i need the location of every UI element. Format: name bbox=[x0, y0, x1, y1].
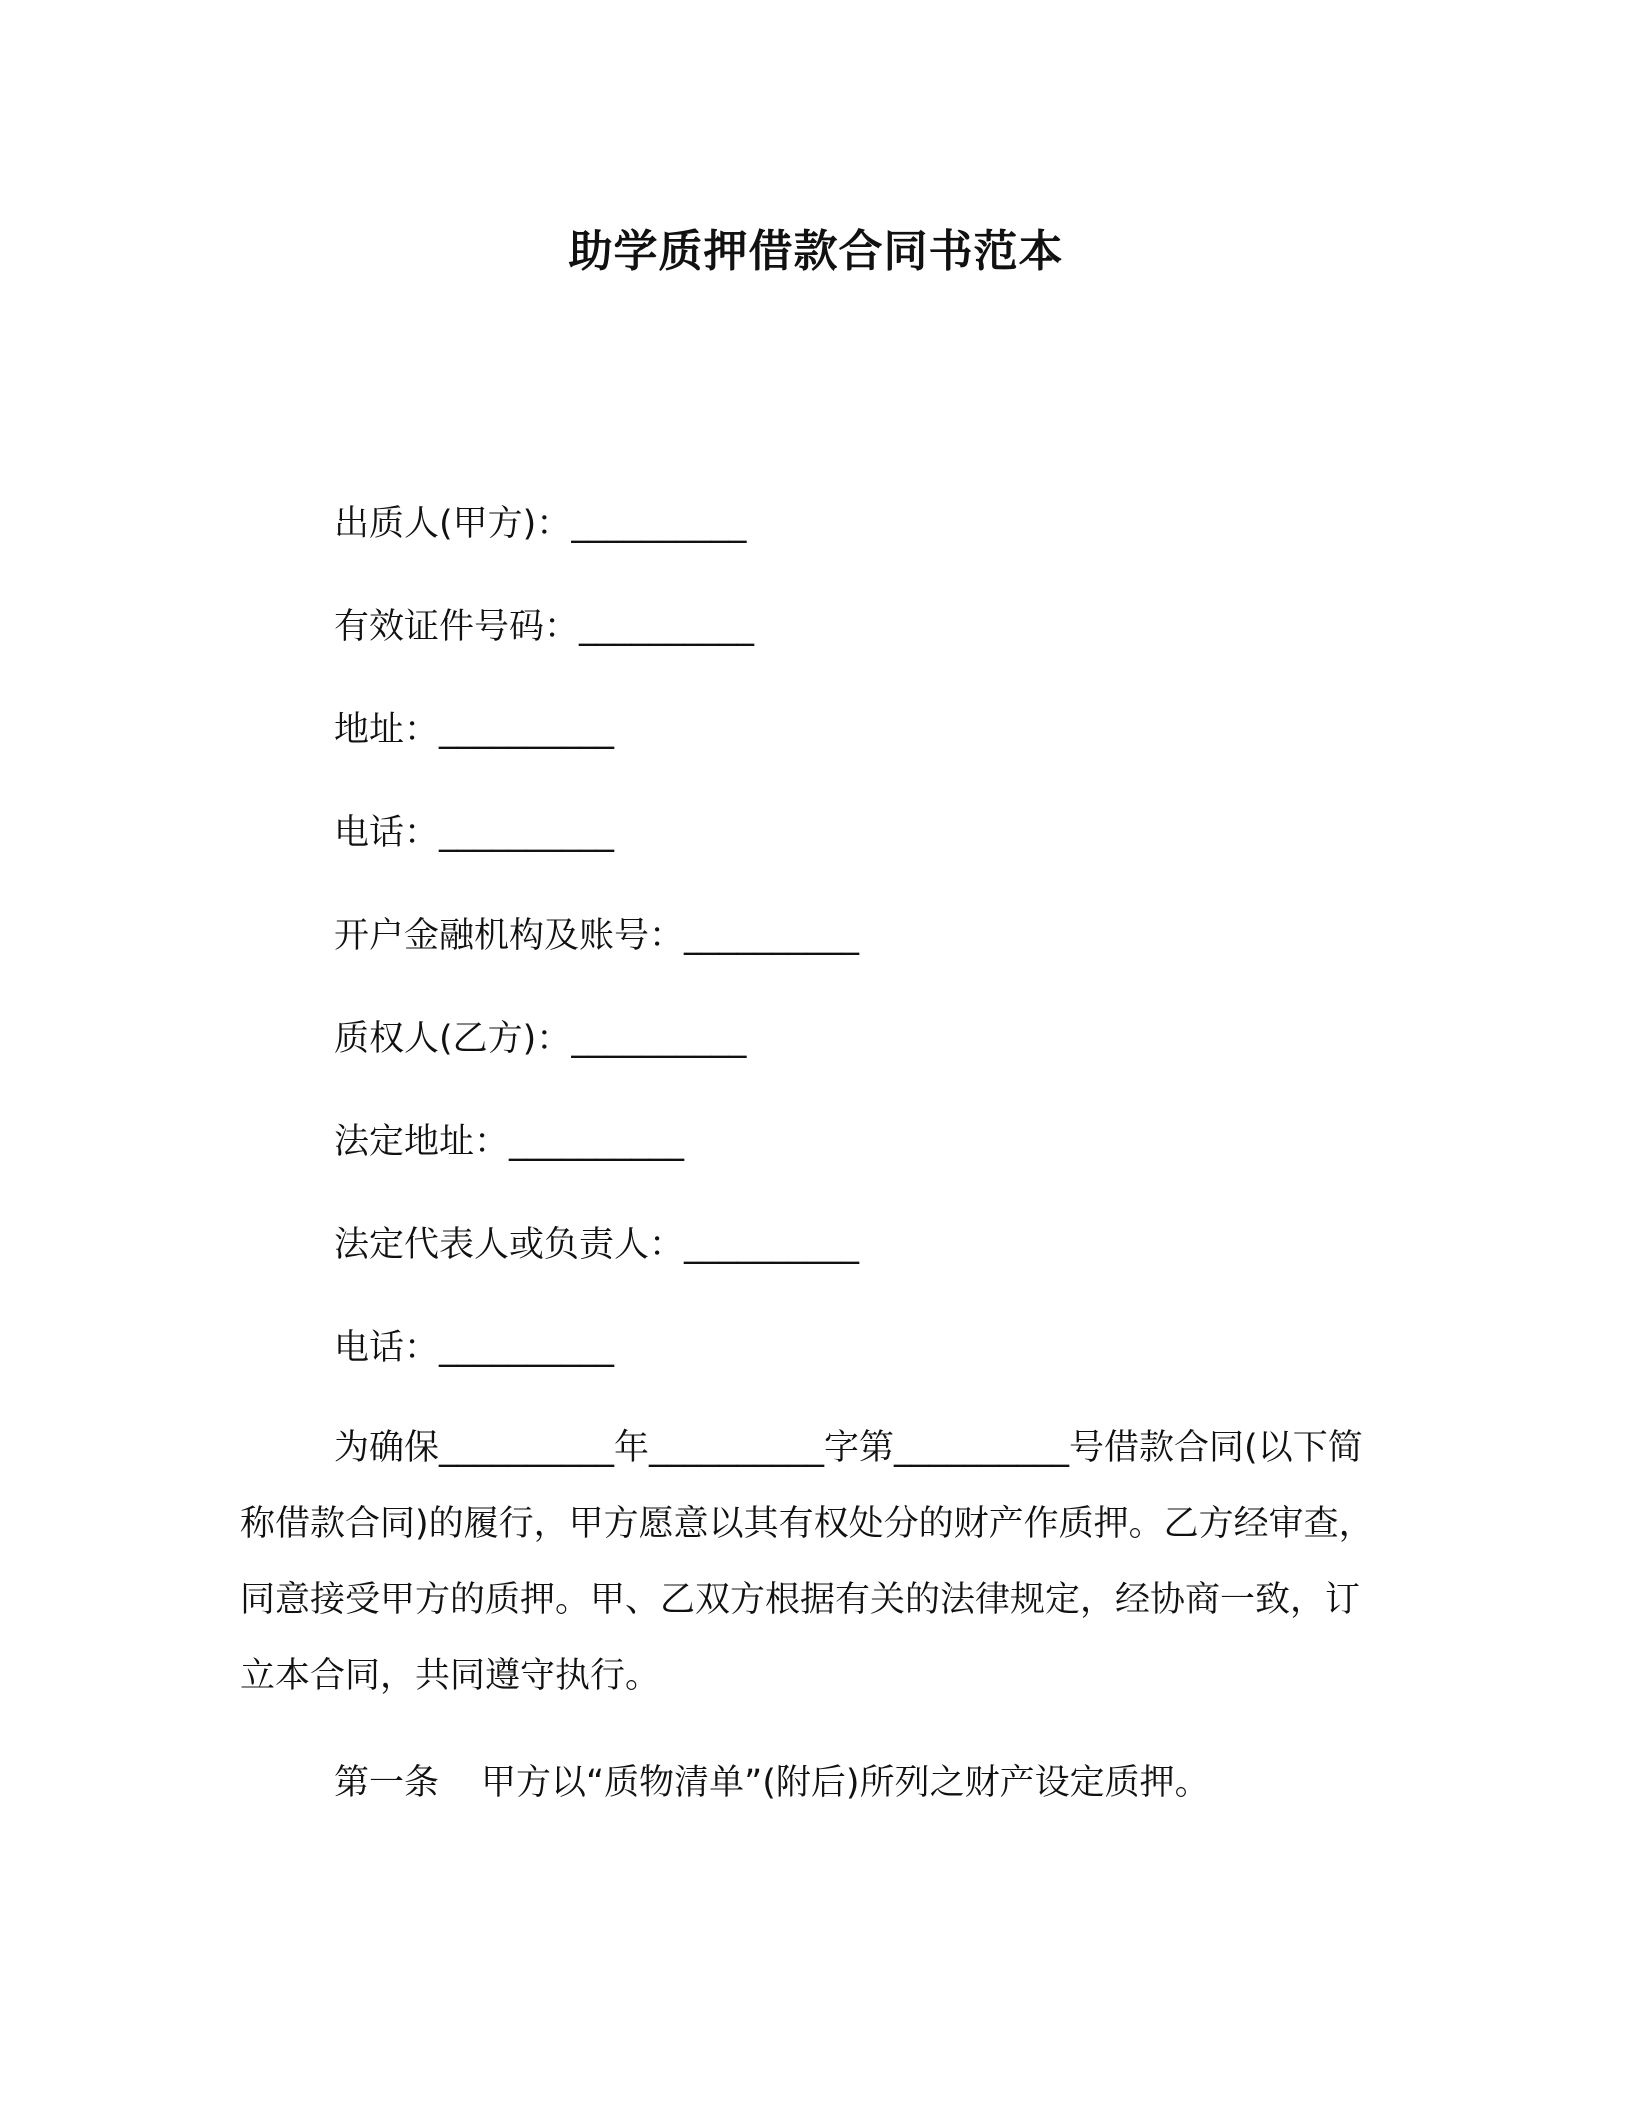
intro-text: 年 bbox=[614, 1428, 650, 1468]
pledgee-field bbox=[334, 1014, 746, 1064]
field-label: 法定代表人或负责人： bbox=[334, 1225, 685, 1265]
article-one bbox=[334, 1758, 1210, 1808]
document-title: 助学质押借款合同书范本 bbox=[568, 226, 1064, 277]
fill-blank: __________ bbox=[579, 607, 755, 647]
legal-representative-field bbox=[334, 1220, 859, 1270]
field-label: 有效证件号码： bbox=[334, 607, 580, 647]
fill-blank: __________ bbox=[684, 916, 860, 956]
fill-blank: __________ bbox=[894, 1428, 1070, 1468]
field-label: 出质人(甲方)： bbox=[334, 504, 572, 544]
field-label: 质权人(乙方)： bbox=[334, 1019, 572, 1059]
field-label: 地址： bbox=[334, 710, 440, 750]
fill-blank: __________ bbox=[684, 1225, 860, 1265]
field-label: 开户金融机构及账号： bbox=[334, 916, 685, 956]
bank-account-field bbox=[334, 911, 859, 961]
phone-field bbox=[334, 808, 614, 858]
field-label: 电话： bbox=[334, 813, 440, 853]
fill-blank: __________ bbox=[571, 504, 747, 544]
field-label: 电话： bbox=[334, 1328, 440, 1368]
intro-paragraph bbox=[240, 1410, 1380, 1714]
fill-blank: __________ bbox=[439, 813, 615, 853]
fill-blank: __________ bbox=[439, 1328, 615, 1368]
article-number: 第一条 bbox=[334, 1763, 440, 1803]
field-label: 法定地址： bbox=[334, 1122, 510, 1162]
article-text: 甲方以“质物清单”(附后)所列之财产设定质押。 bbox=[481, 1763, 1210, 1803]
fill-blank: __________ bbox=[509, 1122, 685, 1162]
id-number-field bbox=[334, 602, 754, 652]
fill-blank: __________ bbox=[649, 1428, 825, 1468]
pledgor-field bbox=[334, 499, 746, 549]
intro-text: 为确保 bbox=[334, 1428, 440, 1468]
intro-text: 号借款合同(以下简称借款合同)的履行，甲方愿意以其有权处分的财产作质押。乙方经审查，同意接受甲方的质押。甲、乙双方根据有关的法律规定，经协商一致，订立本合同，共同遵守执行。 bbox=[240, 1428, 1374, 1696]
address-field bbox=[334, 705, 614, 755]
fill-blank: __________ bbox=[439, 710, 615, 750]
pledgee-phone-field bbox=[334, 1323, 614, 1373]
legal-address-field bbox=[334, 1117, 684, 1167]
fill-blank: __________ bbox=[571, 1019, 747, 1059]
fill-blank: __________ bbox=[439, 1428, 615, 1468]
intro-text: 字第 bbox=[824, 1428, 895, 1468]
